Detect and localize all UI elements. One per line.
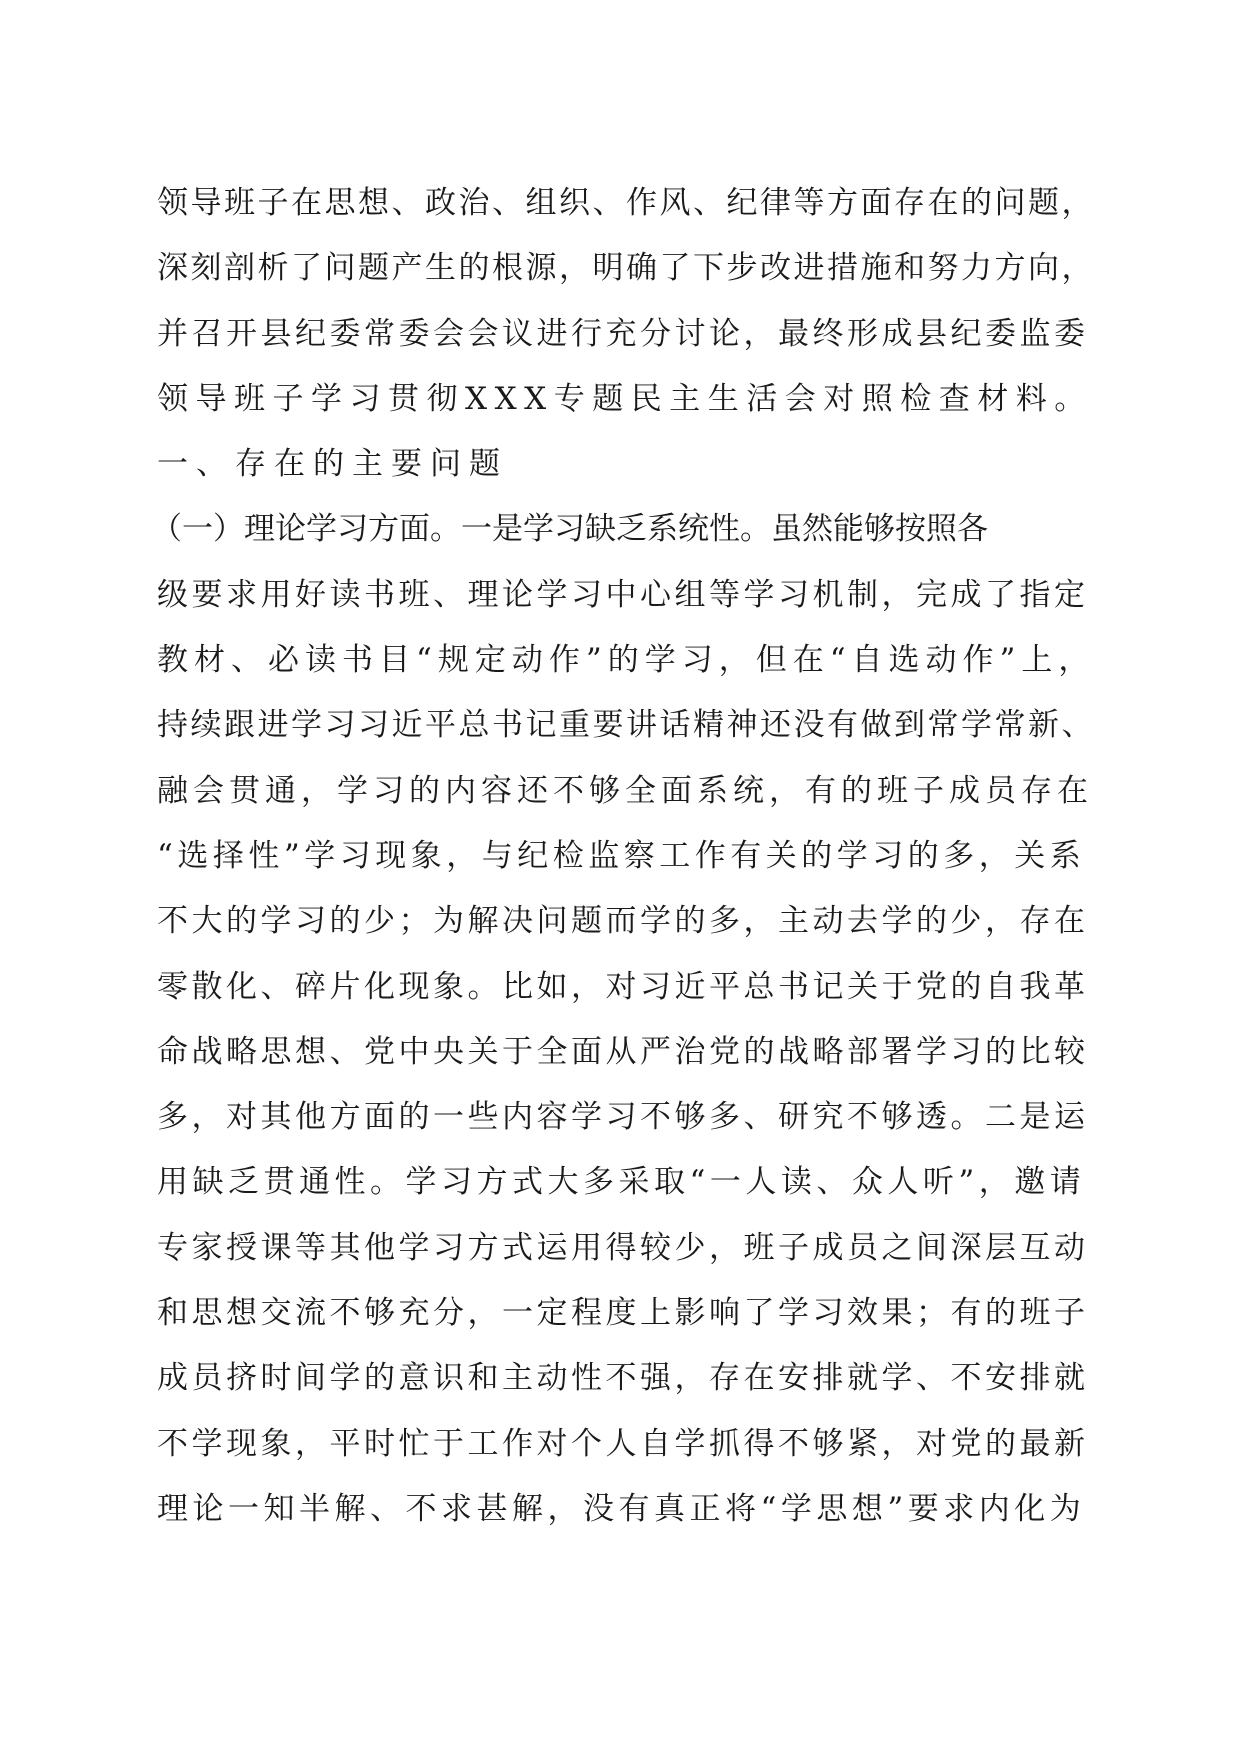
text-line: 并召开县纪委常委会会议进行充分讨论，最终形成县纪委监委 — [157, 315, 1089, 352]
section-heading: 一、存在的主要问题 — [157, 446, 508, 483]
text-line: “选择性”学习现象，与纪检监察工作有关的学习的多，关系 — [157, 837, 1086, 874]
text-line: 多，对其他方面的一些内容学习不够多、研究不够透。二是运 — [157, 1099, 1089, 1136]
text-line: 领导班子在思想、政治、组织、作风、纪律等方面存在的问题， — [157, 185, 1095, 221]
text-line: 教材、必读书目“规定动作”的学习，但在“自选动作”上， — [157, 642, 1096, 679]
text-line: 零散化、碎片化现象。比如，对习近平总书记关于党的自我革 — [157, 968, 1089, 1005]
text-line: 和思想交流不够充分，一定程度上影响了学习效果；有的班子 — [157, 1295, 1089, 1332]
text-line: 持续跟进学习习近平总书记重要讲话精神还没有做到常学常新、 — [157, 707, 1095, 744]
text-line: （一）理论学习方面。一是学习缺乏系统性。虽然能够按照各 — [151, 511, 988, 548]
text-line: 用缺乏贯通性。学习方式大多采取“一人读、众人听”，邀请 — [157, 1164, 1086, 1201]
text-line: 融会贯通，学习的内容还不够全面系统，有的班子成员存在 — [157, 772, 1093, 809]
text-line: 深刻剖析了问题产生的根源，明确了下步改进措施和努力方向， — [157, 250, 1095, 287]
text-line: 不大的学习的少；为解决问题而学的多，主动去学的少，存在 — [157, 903, 1089, 940]
text-line: 领导班子学习贯彻XXX专题民主生活会对照检查材料。 — [157, 380, 1093, 417]
body-text — [151, 171, 1097, 1542]
text-line: 专家授课等其他学习方式运用得较少，班子成员之间深层互动 — [157, 1229, 1089, 1266]
text-line: 理论一知半解、不求甚解，没有真正将“学思想”要求内化为 — [157, 1490, 1086, 1527]
text-line: 命战略思想、党中央关于全面从严治党的战略部署学习的比较 — [157, 1033, 1089, 1070]
text-line: 成员挤时间学的意识和主动性不强，存在安排就学、不安排就 — [157, 1360, 1089, 1397]
text-line: 级要求用好读书班、理论学习中心组等学习机制，完成了指定 — [157, 576, 1089, 613]
text-line: 不学现象，平时忙于工作对个人自学抓得不够紧，对党的最新 — [157, 1425, 1089, 1462]
